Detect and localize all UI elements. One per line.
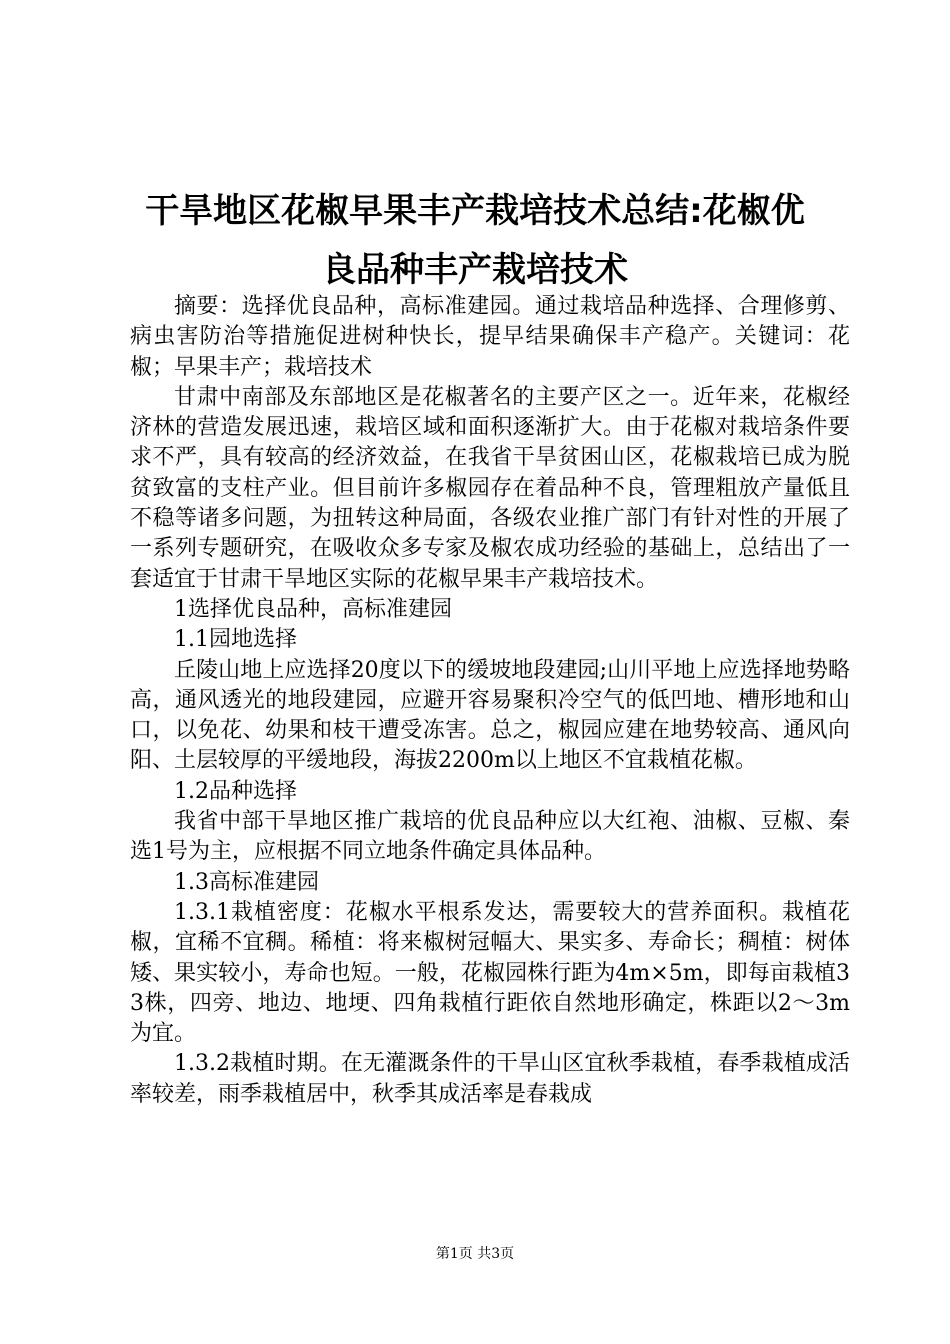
abstract-paragraph: 摘要：选择优良品种，高标准建园。通过栽培品种选择、合理修剪、病虫害防治等措施促进树种快长，提早结果确保丰产稳产。关键词：花椒；早果丰产；栽培技术 bbox=[130, 294, 850, 380]
planting-period-paragraph: 1.3.2栽植时期。在无灌溉条件的干旱山区宜秋季栽植，春季栽植成活率较差，雨季栽植居中，秋季其成活率是春栽成 bbox=[130, 1051, 850, 1107]
section-heading-1-1: 1.1园地选择 bbox=[174, 627, 297, 653]
site-selection-paragraph: 丘陵山地上应选择20度以下的缓坡地段建园;山川平地上应选择地势略高，通风透光的地段建园，应避开容易聚积冷空气的低凹地、槽形地和山口，以免花、幼果和枝干遭受冻害。总之，椒园应建在地势较高、通风向阳、土层较厚的平缓地段，海拔2200m以上地区不宜栽植花椒。 bbox=[130, 657, 850, 774]
document-title-line-2: 良品种丰产栽培技术 bbox=[322, 250, 628, 290]
section-heading-1: 1选择优良品种，高标准建园 bbox=[174, 596, 452, 622]
document-title-line-1: 干旱地区花椒早果丰产栽培技术总结:花椒优 bbox=[145, 191, 805, 231]
variety-selection-paragraph: 我省中部干旱地区推广栽培的优良品种应以大红袍、油椒、豆椒、秦选1号为主，应根据不同立地条件确定具体品种。 bbox=[130, 809, 850, 865]
page-footer: 第1页 共3页 bbox=[435, 1246, 515, 1262]
planting-density-paragraph: 1.3.1栽植密度：花椒水平根系发达，需要较大的营养面积。栽植花椒，宜稀不宜稠。稀植：将来椒树冠幅大、果实多、寿命长；稠植：树体矮、果实较小，寿命也短。一般，花椒园株行距为4m×5m，即每亩栽植33株，四旁、地边、地埂、四角栽植行距依自然地形确定，株距以2～3m为宜。 bbox=[130, 899, 850, 1047]
document-body bbox=[130, 292, 850, 1110]
section-heading-1-3: 1.3高标准建园 bbox=[174, 869, 319, 895]
section-heading-1-2: 1.2品种选择 bbox=[174, 778, 297, 804]
intro-paragraph: 甘肃中南部及东部地区是花椒著名的主要产区之一。近年来，花椒经济林的营造发展迅速，栽培区域和面积逐渐扩大。由于花椒对栽培条件要求不严，具有较高的经济效益，在我省干旱贫困山区，花椒栽培已成为脱贫致富的支柱产业。但目前许多椒园存在着品种不良，管理粗放产量低且不稳等诸多问题，为扭转这种局面，各级农业推广部门有针对性的开展了一系列专题研究，在吸收众多专家及椒农成功经验的基础上，总结出了一套适宜于甘肃干旱地区实际的花椒早果丰产栽培技术。 bbox=[130, 384, 850, 592]
